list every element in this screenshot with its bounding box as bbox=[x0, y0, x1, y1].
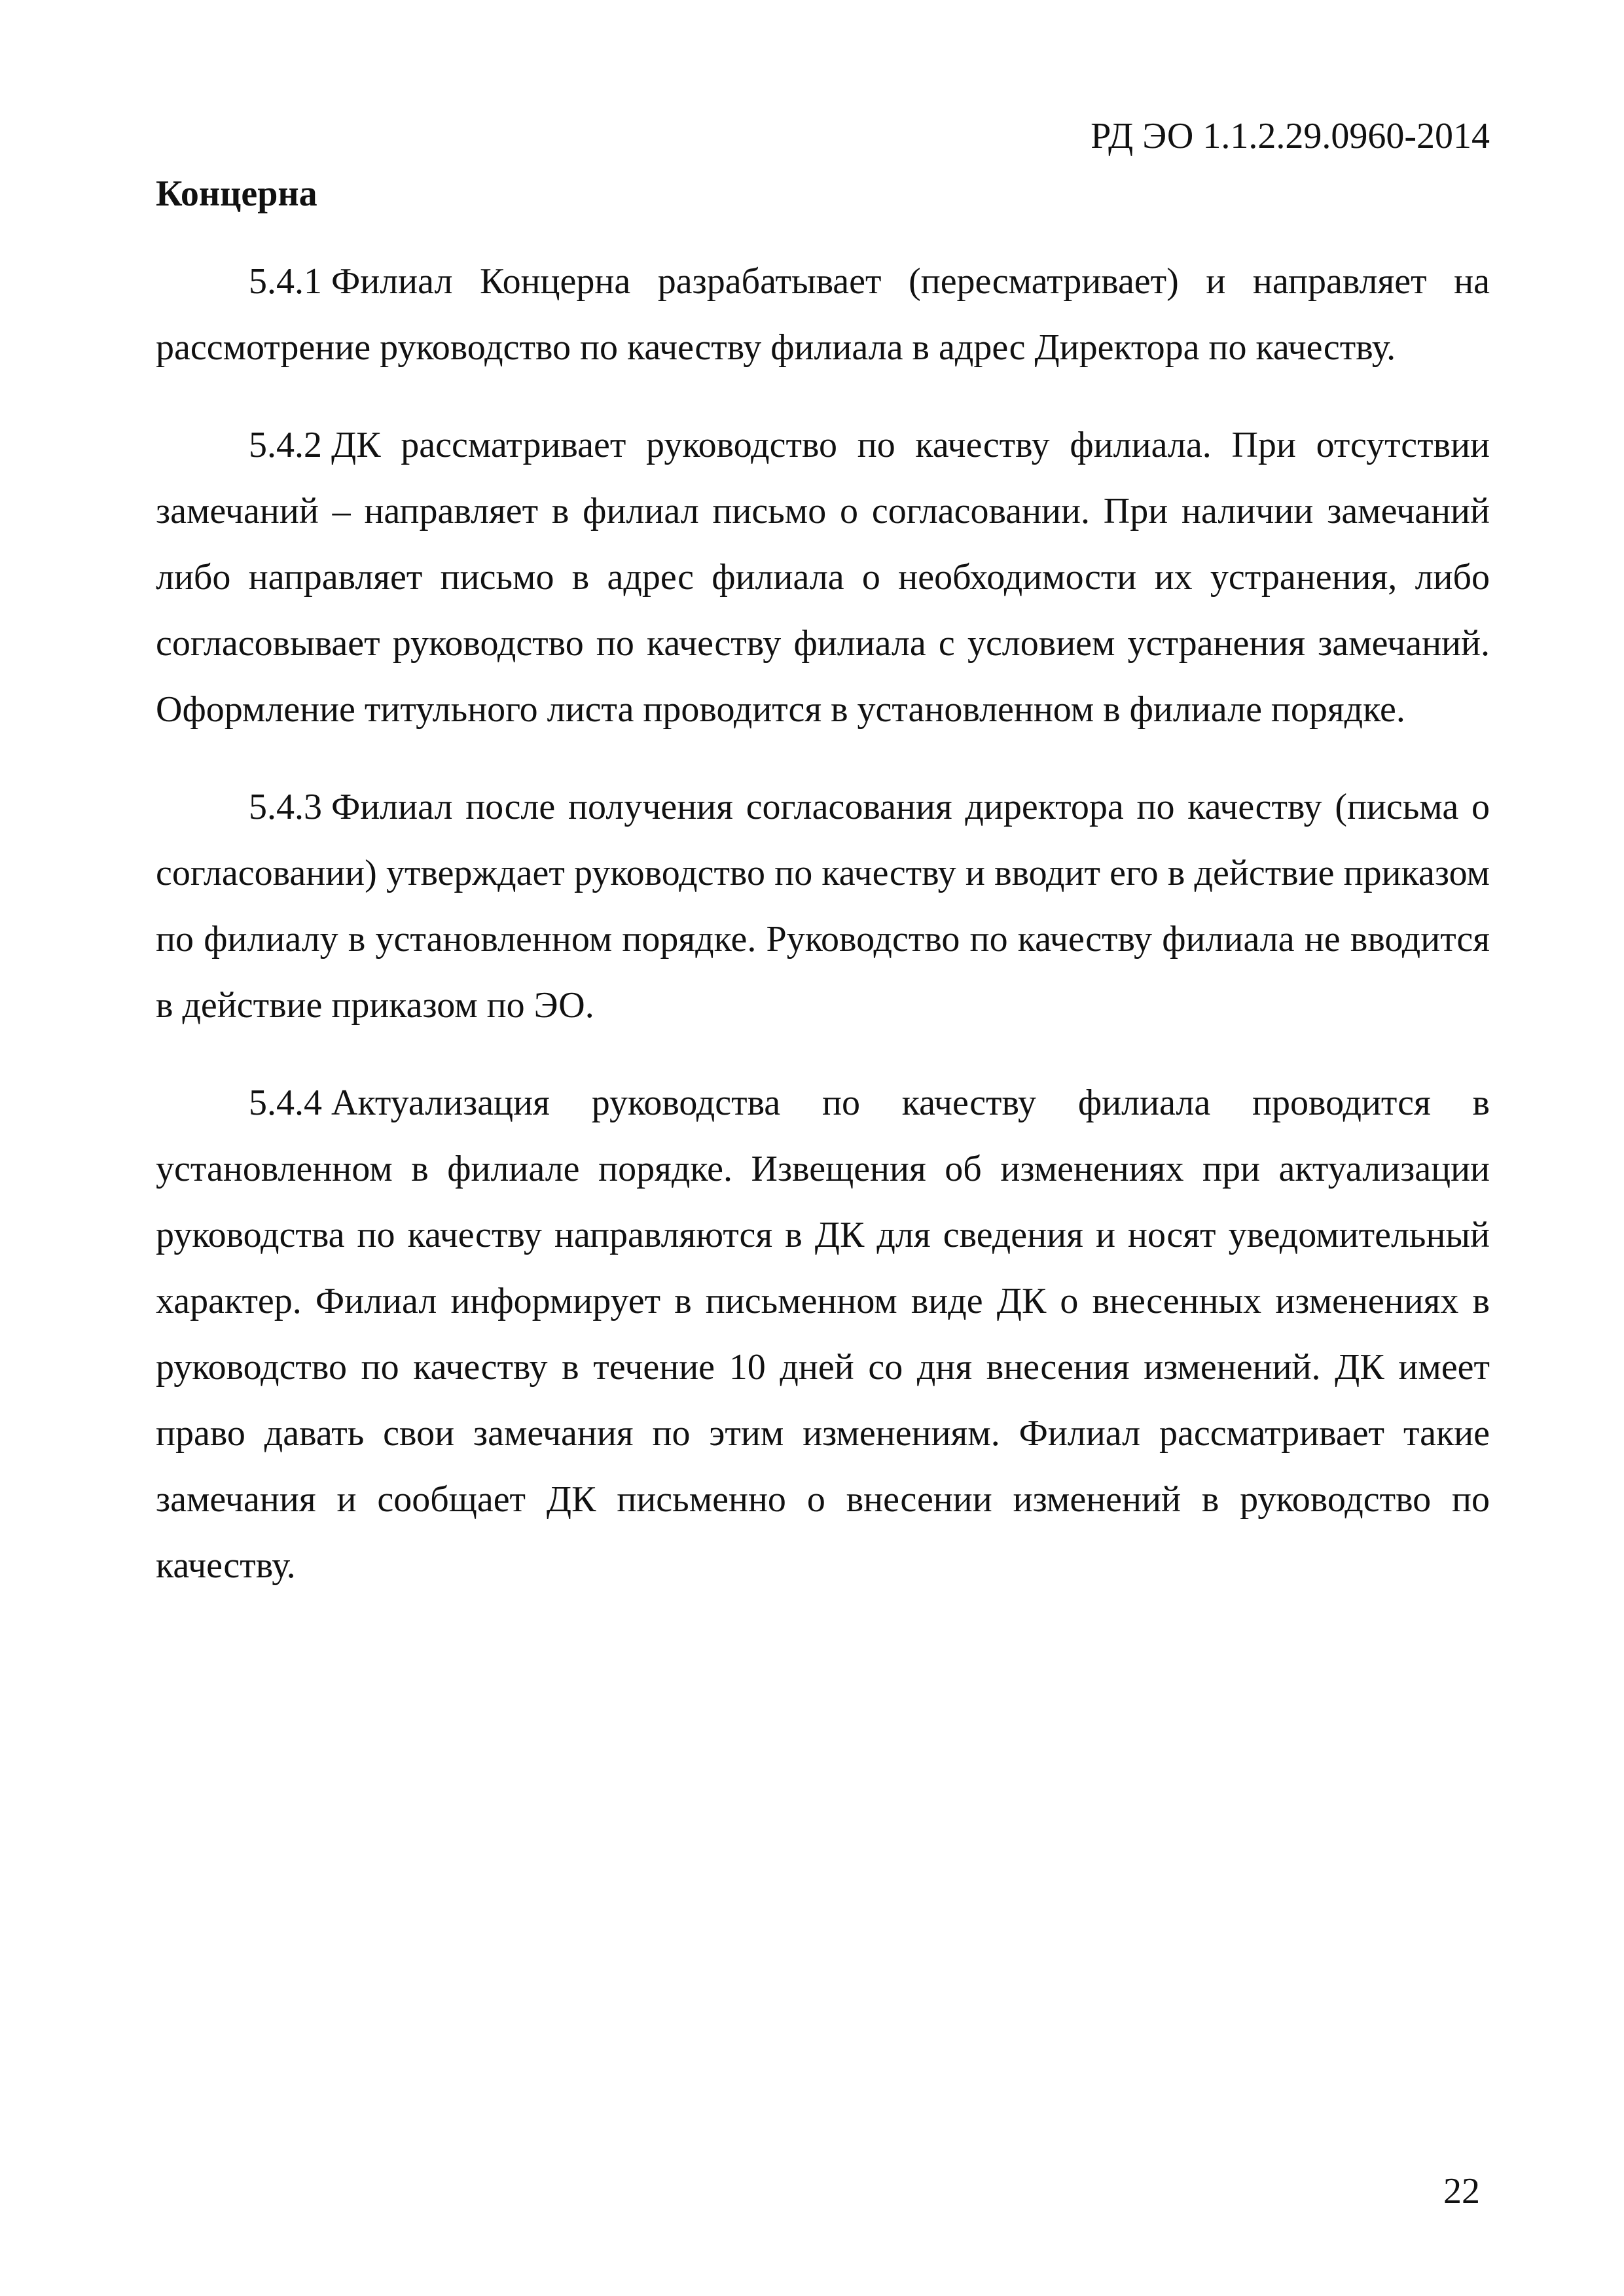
page-number: 22 bbox=[1443, 2171, 1480, 2212]
paragraph-text: Актуализация руководства по качеству филиала проводится в установленном в филиале порядке. Извещения об изменениях при актуализации руководства по качеству направляются в ДК для сведения и носят уведомительный характер. Филиал информирует в письменном виде ДК о внесенных изменениях в руководство по качеству в течение 10 дней со дня внесения изменений. ДК имеет право давать свои замечания по этим изменениям. Филиал рассматривает такие замечания и сообщает ДК письменно о внесении изменений в руководство по качеству. bbox=[156, 1083, 1490, 1586]
paragraph-number: 5.4.2 bbox=[249, 425, 322, 465]
body-text bbox=[156, 249, 1490, 1630]
paragraph-text: ДК рассматривает руководство по качеству филиала. При отсутствии замечаний – направляет в филиал письмо о согласовании. При наличии замечаний либо направляет письмо в адрес филиала о необходимости их устранения, либо согласовывает руководство по качеству филиала с условием устранения замечаний. Оформление титульного листа проводится в установленном в филиале порядке. bbox=[156, 425, 1490, 730]
paragraph-number: 5.4.1 bbox=[249, 261, 322, 302]
document-code: РД ЭО 1.1.2.29.0960-2014 bbox=[1091, 116, 1490, 156]
paragraph-5-4-1 bbox=[156, 249, 1490, 381]
paragraph-5-4-4 bbox=[156, 1070, 1490, 1599]
paragraph-number: 5.4.3 bbox=[249, 787, 322, 827]
paragraph-text: Филиал Концерна разрабатывает (пересматривает) и направляет на рассмотрение руководство по качеству филиала в адрес Директора по качеству. bbox=[156, 261, 1490, 368]
paragraph-number: 5.4.4 bbox=[249, 1083, 322, 1123]
section-heading: Концерна bbox=[156, 173, 317, 214]
paragraph-5-4-2 bbox=[156, 412, 1490, 743]
paragraph-5-4-3 bbox=[156, 774, 1490, 1039]
paragraph-text: Филиал после получения согласования директора по качеству (письма о согласовании) утверждает руководство по качеству и вводит его в действие приказом по филиалу в установленном порядке. Руководство по качеству филиала не вводится в действие приказом по ЭО. bbox=[156, 787, 1490, 1026]
